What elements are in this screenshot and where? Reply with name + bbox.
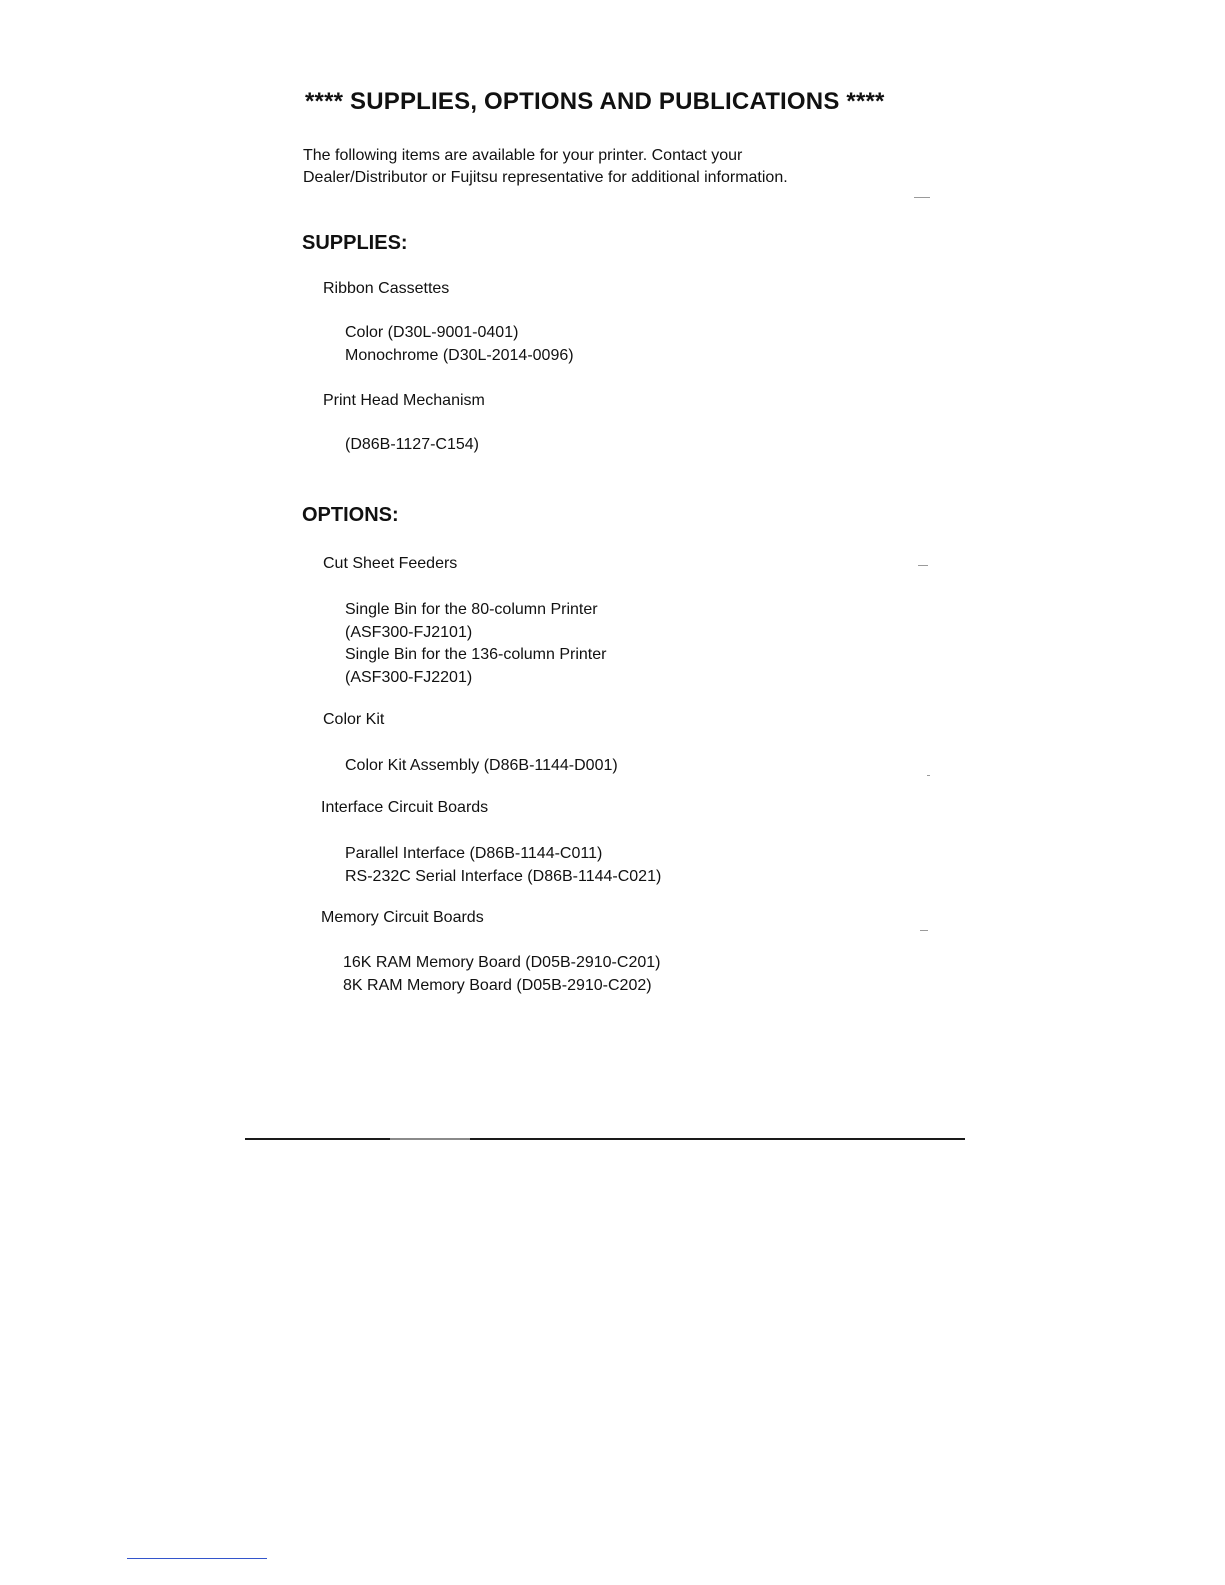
intro-line: Dealer/Distributor or Fujitsu representative for additional information. xyxy=(303,169,788,186)
list-item: (ASF300-FJ2101) xyxy=(345,623,473,641)
list-item: 8K RAM Memory Board (D05B-2910-C202) xyxy=(343,976,652,994)
list-item: Single Bin for the 136-column Printer xyxy=(345,646,607,663)
scan-artifact xyxy=(918,565,928,566)
interface-boards-title: Interface Circuit Boards xyxy=(321,799,489,816)
bottom-rule xyxy=(245,1138,965,1140)
intro-paragraph xyxy=(303,145,788,189)
memory-boards-list xyxy=(343,952,660,997)
page-title: **** SUPPLIES, OPTIONS AND PUBLICATIONS **** xyxy=(305,88,885,115)
list-item: Parallel Interface (D86B-1144-C011) xyxy=(345,845,603,862)
scan-artifact xyxy=(920,930,928,931)
scan-artifact xyxy=(927,775,930,776)
memory-boards-title: Memory Circuit Boards xyxy=(321,909,484,926)
print-head-list xyxy=(345,434,479,457)
list-item: (D86B-1127-C154) xyxy=(345,436,479,453)
list-item: Color (D30L-9001-0401) xyxy=(345,324,519,341)
list-item: RS-232C Serial Interface (D86B-1144-C021) xyxy=(345,867,662,885)
ribbon-cassettes-list xyxy=(345,322,574,367)
list-item: 16K RAM Memory Board (D05B-2910-C201) xyxy=(343,954,661,971)
list-item: Color Kit Assembly (D86B-1144-D001) xyxy=(345,757,618,774)
bottom-rule-faded-segment xyxy=(390,1138,470,1140)
footer-line xyxy=(127,1558,267,1559)
color-kit-list xyxy=(345,755,618,778)
print-head-title: Print Head Mechanism xyxy=(323,392,485,409)
interface-boards-list xyxy=(345,843,661,888)
ribbon-cassettes-title: Ribbon Cassettes xyxy=(323,280,450,297)
list-item: (ASF300-FJ2201) xyxy=(345,668,473,686)
cut-sheet-feeders-list xyxy=(345,599,606,689)
intro-line: The following items are available for your printer. Contact your xyxy=(303,147,743,164)
supplies-heading: SUPPLIES: xyxy=(302,232,408,254)
color-kit-title: Color Kit xyxy=(323,711,385,728)
scan-artifact xyxy=(914,197,930,198)
cut-sheet-feeders-title: Cut Sheet Feeders xyxy=(323,555,458,572)
list-item: Monochrome (D30L-2014-0096) xyxy=(345,346,574,364)
list-item: Single Bin for the 80-column Printer xyxy=(345,601,598,618)
options-heading: OPTIONS: xyxy=(302,504,399,526)
